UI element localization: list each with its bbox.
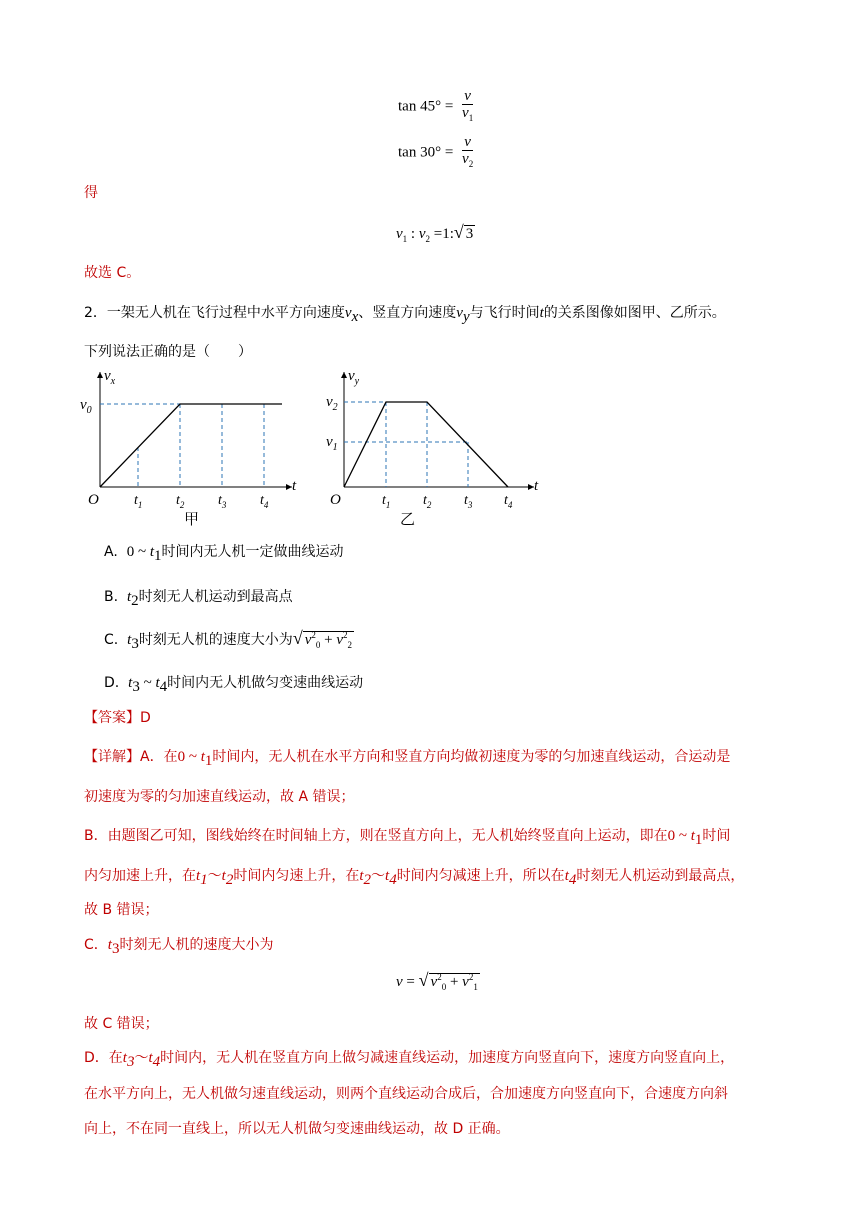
detail-b-line2: 内匀加速上升，在$t_1\sim t_2$时间内匀速上升，在$t_2\sim t_4$时间内匀减速上升，所以在$t_4$时刻无人机运动到最高点， [84, 868, 745, 888]
yi-caption: 乙 [400, 512, 416, 528]
answer: 【答案】D [84, 710, 151, 726]
detail-c-line2: 故 C 错误； [84, 1016, 159, 1032]
jia-y-label: $v_x$ [104, 368, 116, 387]
yi-tick-t2: $t_2$ [423, 493, 432, 510]
yi-y-label: $v_y$ [348, 368, 360, 387]
option-d: D. $t_3$ ~ $t_4$时间内无人机做匀变速曲线运动 [104, 675, 364, 695]
detail-d-line3: 向上，不在同一直线上，所以无人机做匀变速曲线运动，故 D 正确。 [84, 1121, 510, 1137]
jia-caption: 甲 [184, 512, 200, 528]
detail-c-line1: C．$t_3$时刻无人机的速度大小为 [84, 937, 274, 957]
prev-answer: 故选 C。 [84, 265, 141, 281]
figure-yi [322, 362, 552, 532]
detail-d-line2: 在水平方向上，无人机做匀速直线运动，则两个直线运动合成后，合加速度方向竖直向下，合速度方向斜 [84, 1086, 728, 1102]
figure-jia [80, 362, 310, 532]
jia-tick-t2: $t_2$ [176, 493, 185, 510]
yi-tick-t3: $t_3$ [464, 493, 473, 510]
jia-tick-t1: $t_1$ [134, 493, 143, 510]
jia-x-label: t [292, 478, 297, 494]
jia-origin: O [88, 492, 99, 508]
detail-b-line1: B．由题图乙可知，图线始终在时间轴上方，则在竖直方向上，无人机始终竖直向上运动，即在0 ~ $t_1$时间 [84, 828, 731, 848]
yi-v1-label: $v_1$ [326, 434, 338, 453]
jia-v0-label: $v_0$ [80, 397, 92, 416]
jia-graph-line [100, 404, 282, 487]
question-2-line1: 2．一架无人机在飞行过程中水平方向速度$v_x$、竖直方向速度$v_y$与飞行时间t的关系图像如图甲、乙所示。 [84, 305, 726, 325]
option-c: C. $t_3$时刻无人机的速度大小为√ $v^2_0 + v^2_2$ [104, 628, 353, 652]
yi-origin: O [330, 492, 341, 508]
eq1-fraction: $\frac{v}{v_1}$ [462, 88, 474, 123]
eq1-lhs: tan 45° = [398, 98, 454, 115]
yi-graph-line [344, 402, 508, 487]
yi-x-label: t [534, 478, 539, 494]
yi-tick-t4: $t_4$ [504, 493, 513, 510]
detail-a-line2: 初速度为零的匀加速直线运动，故 A 错误； [84, 789, 355, 805]
equation-tan30 [398, 134, 475, 172]
detail-b-line3: 故 B 错误； [84, 902, 159, 918]
yi-tick-t1: $t_1$ [382, 493, 391, 510]
equation-tan45 [398, 88, 475, 126]
ratio-equation: $v_1$ : $v_2$ =1:√ 3 [396, 222, 474, 244]
eq2-lhs: tan 30° = [398, 144, 454, 161]
detail-c-equation: v = √ $v^2_0 + v^2_1$ [396, 970, 478, 992]
eq2-fraction: $\frac{v}{v_2}$ [462, 134, 474, 169]
option-a: A. 0 ~ $t_1$时间内无人机一定做曲线运动 [104, 544, 344, 564]
detail-a-line1: 【详解】A．在0 ~ $t_1$时间内，无人机在水平方向和竖直方向均做初速度为零的匀加速直线运动，合运动是 [84, 749, 731, 769]
jia-tick-t3: $t_3$ [218, 493, 227, 510]
yi-v2-label: $v_2$ [326, 394, 338, 413]
question-2-line2: 下列说法正确的是（ ） [84, 344, 252, 360]
de-text: 得 [84, 185, 98, 201]
option-b: B. $t_2$时刻无人机运动到最高点 [104, 589, 293, 609]
detail-d-line1: D．在$t_3\sim t_4$时间内，无人机在竖直方向上做匀减速直线运动，加速度方向竖直向下，速度方向竖直向上， [84, 1050, 735, 1070]
jia-tick-t4: $t_4$ [260, 493, 269, 510]
